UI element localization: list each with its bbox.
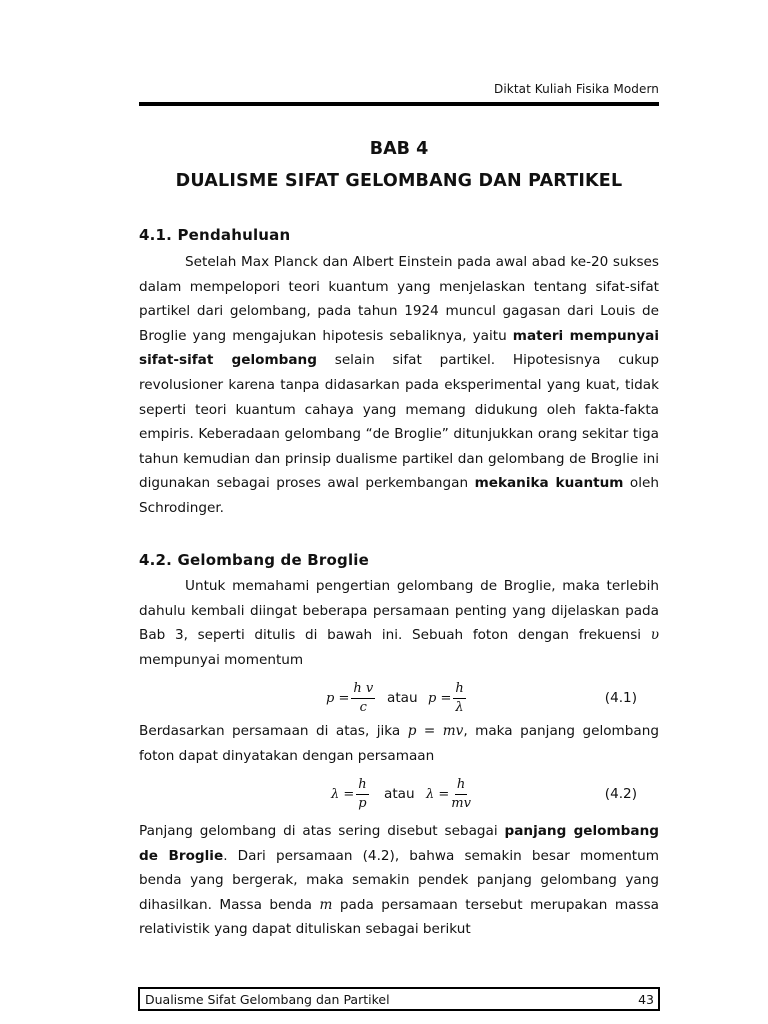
- text-run: . Dari persamaan (4.2), bahwa semakin besar momentum benda yang bergerak, maka semakin pendek panjang gelombang yang dihasilkan. Massa benda: [139, 847, 659, 913]
- text-run: Untuk memahami pengertian gelombang de Broglie, maka terlebih dahulu kembali diingat beberapa persamaan penting yang dijelaskan pada Bab 3, seperti ditulis di bawah ini. Sebuah foton dengan frekuensi: [139, 578, 659, 644]
- fraction-denominator: λ: [455, 699, 464, 715]
- symbol-nu: υ: [650, 627, 659, 644]
- equation-number: (4.2): [604, 786, 637, 802]
- running-head: Diktat Kuliah Fisika Modern: [494, 82, 659, 96]
- fraction-denominator: c: [359, 699, 367, 715]
- eq-separator-text: atau: [387, 690, 418, 706]
- page-footer: [138, 987, 660, 1011]
- footer-title: Dualisme Sifat Gelombang dan Partikel: [145, 991, 390, 1007]
- symbol-p-mv: p = mv: [407, 723, 464, 739]
- section-heading-pendahuluan: 4.1. Pendahuluan: [139, 226, 291, 244]
- fraction-numerator: h v: [351, 681, 375, 699]
- fraction-denominator: mv: [451, 795, 471, 811]
- fraction-numerator: h: [356, 777, 368, 795]
- fraction: [351, 681, 375, 716]
- equation-separator: [387, 676, 418, 720]
- bold-term-materi: materi mempunyai sifat-sifat gelombang: [139, 327, 659, 369]
- text-run: , maka panjang gelombang foton dapat dinyatakan dengan persamaan: [139, 723, 660, 764]
- paragraph-gelombang-intro: [139, 574, 659, 672]
- bold-term-mekanika-kuantum: mekanika kuantum: [474, 475, 624, 492]
- equation-part-1: [331, 772, 371, 816]
- text-run: Setelah Max Planck dan Albert Einstein pada awal abad ke-20 sukses dalam mempelopori teori kuantum yang menjelaskan tentang sifat-sifat partikel dari gelombang, pada tahun 1924 muncul gagasan dari Louis de Broglie yang mengajukan hipotesis sebaliknya, yaitu: [139, 254, 659, 344]
- eq-lhs: λ =: [331, 786, 355, 802]
- eq-lhs: λ =: [426, 786, 450, 802]
- fraction: [356, 777, 368, 812]
- text-run: pada persamaan tersebut merupakan massa relativistik yang dapat dituliskan sebagai berikut: [139, 896, 659, 938]
- fraction-numerator: h: [455, 777, 467, 795]
- chapter-title: DUALISME SIFAT GELOMBANG DAN PARTIKEL: [175, 171, 623, 191]
- equation-part-1: [326, 676, 377, 720]
- paragraph-gelombang-debroglie: [139, 819, 659, 942]
- fraction: [453, 681, 465, 716]
- text-run: mempunyai momentum: [139, 651, 304, 668]
- page-number: 43: [638, 991, 654, 1007]
- text-run: oleh Schrodinger.: [139, 475, 659, 516]
- paragraph-pendahuluan: [139, 250, 659, 521]
- eq-lhs: p =: [326, 690, 350, 706]
- text-run: selain sifat partikel. Hipotesisnya cukup revolusioner karena tanpa didasarkan pada eksperimental yang kuat, tidak seperti teori kuantum cahaya yang memang didukung oleh fakta-fakta empiris. Keberadaan gelombang “de Broglie” ditunjukkan orang sekitar tiga tahun kemudian dan prinsip dualisme partikel dan gelombang de Broglie ini digunakan sebagai proses awal perkembangan: [139, 352, 659, 492]
- eq-separator-text: atau: [384, 786, 415, 802]
- section-heading-gelombang: 4.2. Gelombang de Broglie: [139, 551, 370, 569]
- bold-term-panjang-gelombang: panjang gelombang de Broglie: [139, 823, 659, 864]
- equation-separator: [384, 772, 415, 816]
- chapter-number: BAB 4: [369, 139, 429, 159]
- equation-number: (4.1): [604, 690, 637, 706]
- fraction-numerator: h: [453, 681, 465, 699]
- equation-4-2: [139, 772, 659, 816]
- paragraph-gelombang-momentum: [139, 719, 659, 768]
- text-run: Berdasarkan persamaan di atas, jika: [139, 723, 408, 739]
- equation-part-2: [426, 772, 473, 816]
- equation-4-1: [139, 676, 659, 720]
- fraction-denominator: p: [358, 795, 367, 811]
- equation-part-2: [428, 676, 468, 720]
- fraction: [451, 777, 471, 812]
- eq-lhs: p =: [428, 690, 452, 706]
- symbol-m: m: [319, 896, 333, 913]
- header-rule: [139, 102, 659, 106]
- text-run: Panjang gelombang di atas sering disebut sebagai: [139, 823, 505, 839]
